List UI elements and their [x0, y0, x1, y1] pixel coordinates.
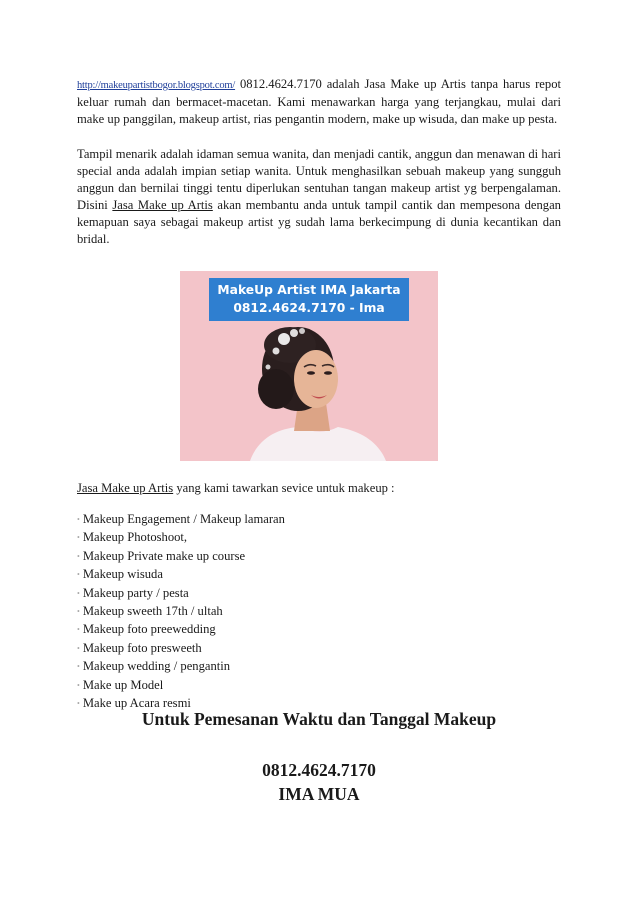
services-heading — [77, 481, 395, 496]
blog-url-link[interactable]: http://makeupartistbogor.blogspot.com/ — [77, 80, 236, 91]
service-item — [77, 603, 285, 621]
banner-title: MakeUp Artist IMA Jakarta — [217, 283, 401, 297]
order-name: IMA MUA — [278, 784, 360, 804]
order-phone: 0812.4624.7170 — [262, 760, 376, 780]
description-text-after: akan membantu anda untuk tampil cantik dan mempesona dengan kemapuan saya sebagai makeup artist yg sudah lama berkecimpung di dunia kecantikan dan bridal. — [77, 198, 561, 246]
bullet-icon: • — [77, 533, 80, 543]
service-item — [77, 677, 285, 695]
banner-phone: 0812.4624.7170 - Ima — [233, 301, 385, 315]
intro-paragraph — [77, 76, 561, 128]
bullet-icon: • — [77, 515, 80, 524]
service-item-label: Makeup foto presweeth — [82, 640, 202, 655]
bullet-icon: • — [77, 662, 80, 672]
service-item-label: Makeup party / pesta — [82, 585, 189, 600]
service-item-label: Makeup wedding / pengantin — [82, 659, 231, 674]
service-item — [77, 621, 285, 639]
service-item-label: Makeup foto preewedding — [82, 622, 216, 637]
service-item-label: Makeup sweeth 17th / ultah — [82, 604, 223, 619]
bullet-icon: • — [77, 570, 80, 580]
promo-image — [180, 271, 438, 461]
service-item-label: Makeup Photoshoot, — [82, 530, 188, 545]
service-item — [77, 658, 285, 676]
bullet-icon: • — [77, 588, 80, 598]
service-item-label: Makeup Private make up course — [82, 548, 246, 563]
intro-text: 0812.4624.7170 adalah Jasa Make up Artis tanpa harus repot keluar rumah dan bermacet-macetan. Kami menawarkan harga yang terjangkau, mulai dari make up panggilan, makeup artist, rias pengantin modern, make up wisuda, dan make up pesta. — [77, 77, 561, 126]
promo-banner — [209, 278, 409, 321]
service-item-label: Make up Model — [82, 677, 164, 692]
bullet-icon: • — [77, 699, 80, 709]
jasa-makeup-link[interactable]: Jasa Make up Artis — [112, 198, 213, 212]
service-item — [77, 548, 285, 566]
service-item — [77, 585, 285, 603]
service-item-label: Make up Acara resmi — [82, 696, 191, 711]
bullet-icon: • — [77, 680, 80, 690]
service-item — [77, 529, 285, 547]
service-item — [77, 566, 285, 584]
description-text-before: Tampil menarik adalah idaman semua wanita, dan menjadi cantik, anggun dan menawan di hari special anda adalah impian setiap wanita. Untuk menghasilkan sebuah makeup yang sungguh anggun dan bernilai tinggi tentu diperlukan sentuhan tangan makeup artist yg berpengalaman. Disini — [77, 147, 561, 212]
services-jasa-link[interactable]: Jasa Make up Artis — [77, 481, 174, 495]
service-item — [77, 511, 285, 529]
bullet-icon: • — [77, 643, 80, 653]
document-body — [77, 76, 561, 248]
service-item-label: Makeup Engagement / Makeup lamaran — [82, 512, 285, 526]
service-item-label: Makeup wisuda — [82, 567, 163, 582]
service-item — [77, 640, 285, 658]
description-paragraph — [77, 146, 561, 248]
services-heading-text: yang kami tawarkan sevice untuk makeup : — [173, 481, 395, 495]
bullet-icon: • — [77, 551, 80, 561]
services-list — [77, 511, 285, 713]
bullet-icon: • — [77, 607, 80, 617]
order-title: Untuk Pemesanan Waktu dan Tanggal Makeup — [141, 709, 497, 729]
bullet-icon: • — [77, 625, 80, 635]
